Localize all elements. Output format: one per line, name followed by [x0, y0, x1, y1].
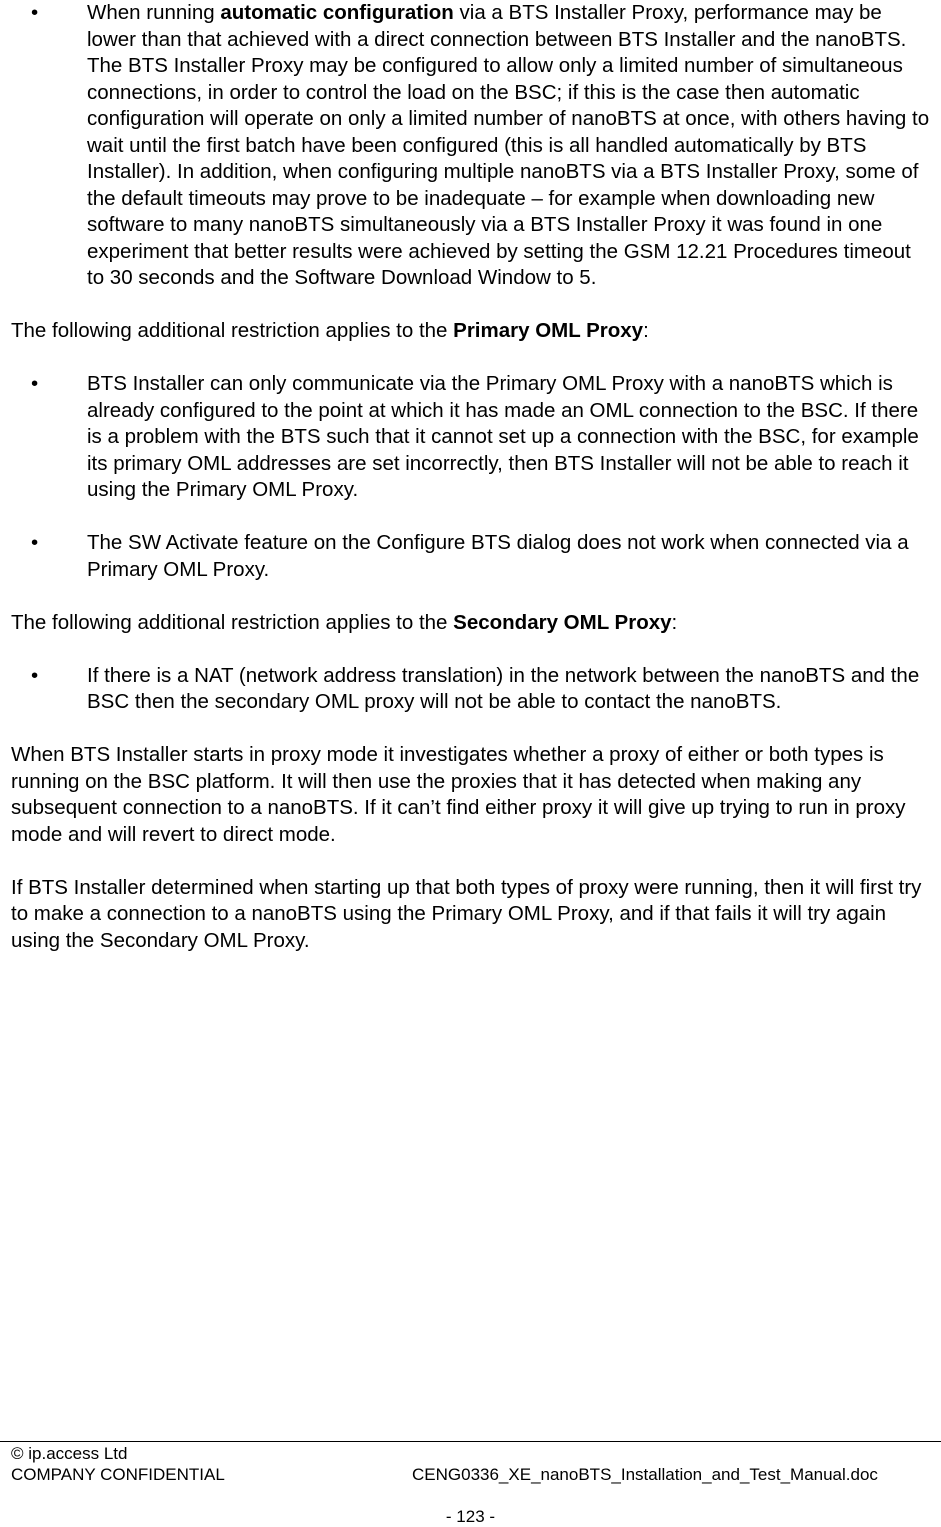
page-number: - 123 -	[445, 1507, 496, 1526]
bullet-text: If there is a NAT (network address translation) in the network between the nanoBTS and the BSC then the secondary OML proxy will not be able to contact the nanoBTS.	[87, 663, 920, 713]
bullet-icon: •	[31, 531, 39, 554]
footer-copyright: © ip.access Ltd	[11, 1444, 128, 1463]
footer-confidential: COMPANY CONFIDENTIAL	[11, 1465, 225, 1484]
bullet-text: When running automatic configuration via a BTS Installer Proxy, performance may be lower than that achieved with a direct connection between BTS Installer and the nanoBTS. The BTS Installer Proxy may be configured to allow only a limited number of simultaneous connections, in order to control the load on the BSC; if this is the case then automatic configuration will operate on only a limited number of nanoBTS at once, with others having to wait until the first batch have been configured (this is all handled automatically by BTS Installer). In addition, when configuring multiple nanoBTS via a BTS Installer Proxy, some of the default timeouts may prove to be inadequate – for example when downloading new software to many nanoBTS simultaneously via a BTS Installer Proxy it was found in one experiment that better results were achieved by setting the GSM 12.21 Procedures timeout to 30 seconds and the Software Download Window to 5.	[87, 1, 930, 289]
document-body	[11, 0, 931, 954]
paragraph-secondary-intro: The following additional restriction applies to the Secondary OML Proxy:	[11, 610, 678, 634]
page-footer	[0, 1441, 941, 1485]
bullet-item-automatic-configuration	[11, 0, 931, 292]
bullet-icon: •	[31, 663, 39, 687]
bold-term: automatic configuration	[220, 1, 454, 24]
footer-filename: CENG0336_XE_nanoBTS_Installation_and_Test_Manual.doc	[412, 1465, 878, 1484]
paragraph-proxy-order: If BTS Installer determined when starting up that both types of proxy were running, then it will first try to make a connection to a nanoBTS using the Primary OML Proxy, and if that fails it will try again using the Secondary OML Proxy.	[11, 875, 922, 952]
bullet-text: The SW Activate feature on the Configure BTS dialog does not work when connected via a Primary OML Proxy.	[87, 531, 909, 581]
bullet-item-nat	[11, 663, 931, 716]
bullet-icon: •	[31, 1, 39, 24]
bullet-item-primary-oml	[11, 371, 931, 504]
bold-term: Primary OML Proxy	[453, 319, 644, 342]
paragraph-primary-intro: The following additional restriction applies to the Primary OML Proxy:	[11, 319, 649, 342]
bullet-text: BTS Installer can only communicate via the Primary OML Proxy with a nanoBTS which is already configured to the point at which it has made an OML connection to the BSC. If there is a problem with the BTS such that it cannot set up a connection with the BSC, for example its primary OML addresses are set incorrectly, then BTS Installer will not be able to reach it using the Primary OML Proxy.	[87, 372, 919, 501]
paragraph-proxy-mode: When BTS Installer starts in proxy mode it investigates whether a proxy of either or both types is running on the BSC platform. It will then use the proxies that it has detected when making any subsequent connection to a nanoBTS. If it can’t find either proxy it will give up trying to run in proxy mode and will revert to direct mode.	[11, 743, 906, 846]
bullet-icon: •	[31, 372, 39, 395]
bold-term: Secondary OML Proxy	[453, 610, 672, 634]
bullet-item-sw-activate	[11, 530, 931, 583]
